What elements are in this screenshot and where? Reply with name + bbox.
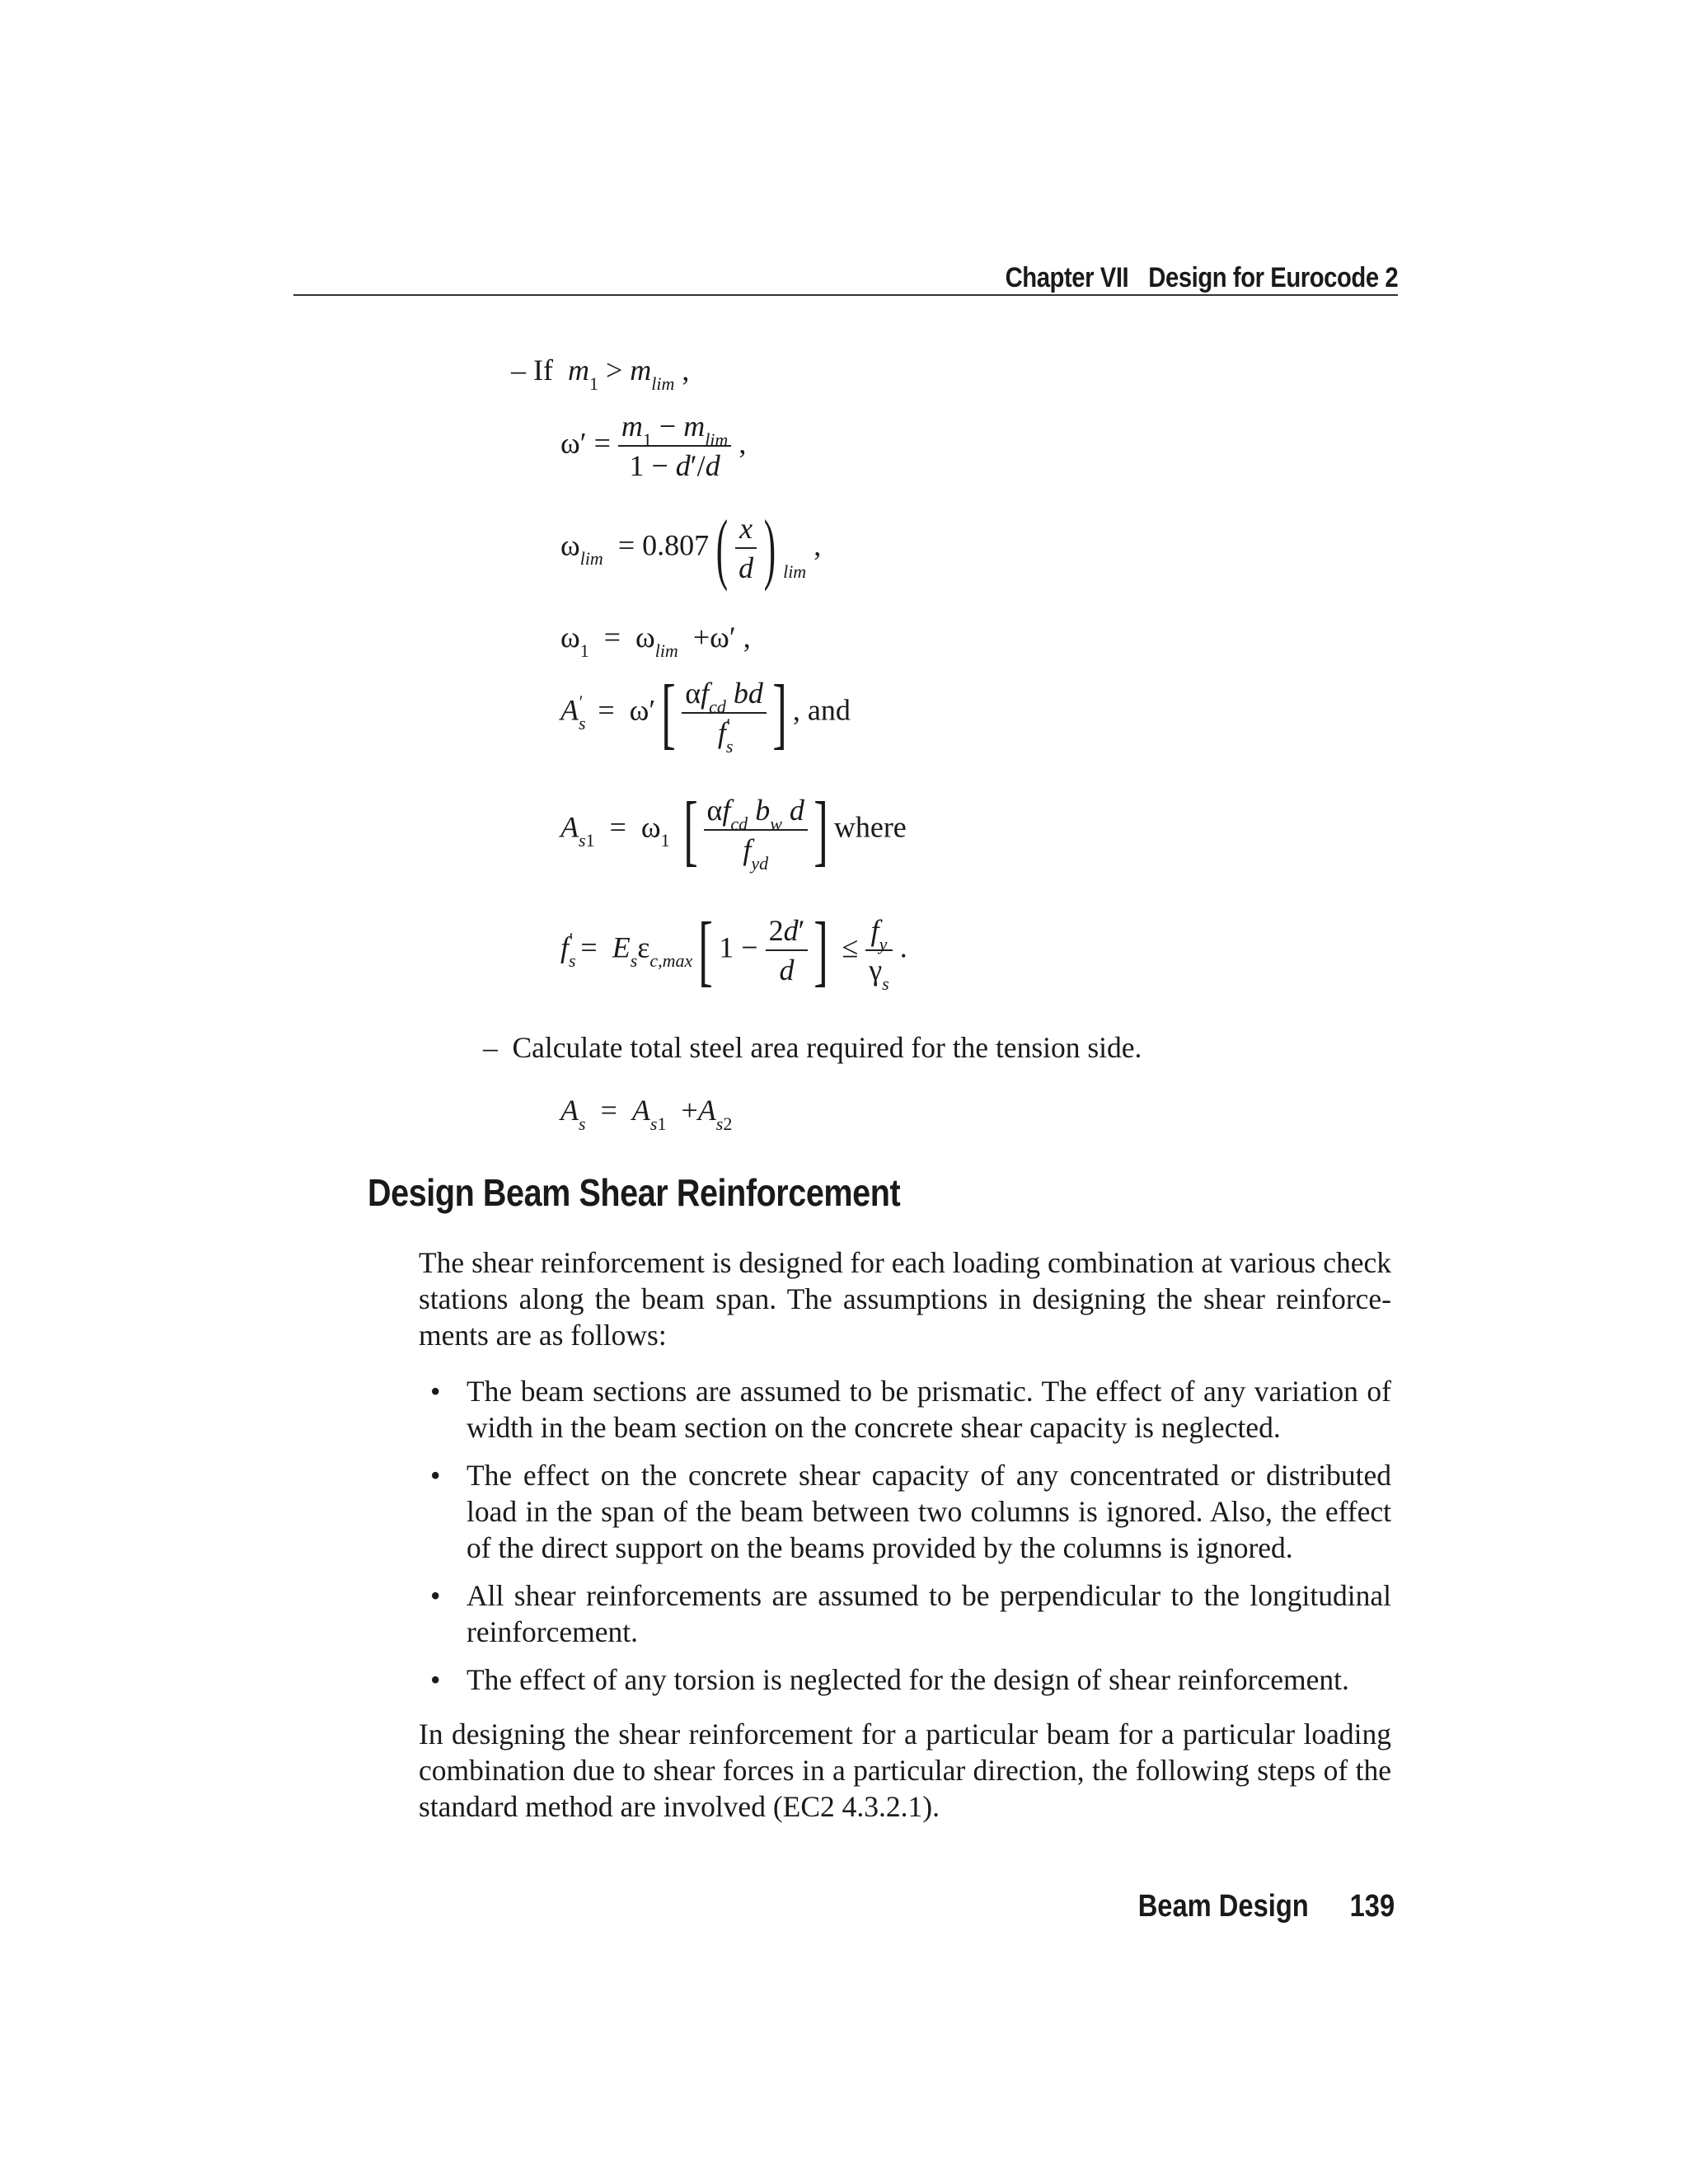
assumption-list (419, 1373, 1391, 1709)
list-item: • The effect on the concrete shear capacity of any concentrated or distributed load in the span of the beam between two columns is ignored. Also, the effect of the direct support on the beams provided by the columns is ignored. (419, 1457, 1391, 1566)
chapter-title: Design for Eurocode 2 (1148, 262, 1398, 293)
page-number: 139 (1349, 1889, 1395, 1924)
equation-omega-lim: $\omega_{lim} = 0.807$( $\frac{x}{d}$ ) $_{lim}$ , (560, 503, 822, 592)
page-footer (1138, 1889, 1395, 1924)
chapter-label: Chapter VII (1005, 262, 1128, 293)
equation-as-one: $A_{s1} = \omega_1$ [ $\frac{\alpha f_{cd} b_w d}{f_{yd}}$ ] where (560, 785, 907, 874)
closing-paragraph: In designing the shear reinforcement for a particular beam for a particular loading combination due to shear forces in a particular direction, the following steps of the standard method are involved (EC2 4.3.2.1). (419, 1718, 1391, 1823)
list-item: • All shear reinforcements are assumed to be perpendicular to the longitudinal reinforcement. (419, 1577, 1391, 1650)
footer-section: Beam Design (1137, 1889, 1309, 1924)
equation-as-total: $A_s = A_{s1} +A_{s2}$ (560, 1094, 733, 1134)
equation-omega-prime: ω′ = $\frac{m_1 - m_{lim}}{1 - d'/d}$ , (560, 410, 747, 482)
intro-paragraph: The shear reinforcement is designed for each loading combination at various check stations along the beam span. The assumptions in designing the shear reinforce-ments are as follows: (419, 1246, 1391, 1352)
running-header (1005, 262, 1398, 294)
equation-as-prime: $A_s' = \omega'$[ $\frac{\alpha f_{cd} bd}{f_s'}$ ] , and (560, 668, 851, 757)
header-rule (293, 294, 1398, 296)
step-total-steel: – Calculate total steel area required for the tension side. (483, 1031, 1142, 1064)
section-heading: Design Beam Shear Reinforcement (368, 1171, 901, 1214)
equation-fs-prime: $f_s' = E_s\varepsilon_{c,max}$[ 1 − $\frac{2d'}{d}$ ] ≤ $\frac{f_y}{\gamma_s}$ . (560, 905, 907, 994)
list-item: • The beam sections are assumed to be prismatic. The effect of any variation of width in the beam section on the concrete shear capacity is neglected. (419, 1373, 1391, 1446)
equation-omega-one: $\omega_1 = \omega_{lim} +\omega'$ , (560, 621, 751, 661)
list-item: • The effect of any torsion is neglected for the design of shear reinforcement. (419, 1661, 1391, 1698)
equation-condition: – If $m_1 > m_{lim}$ , (511, 354, 690, 394)
